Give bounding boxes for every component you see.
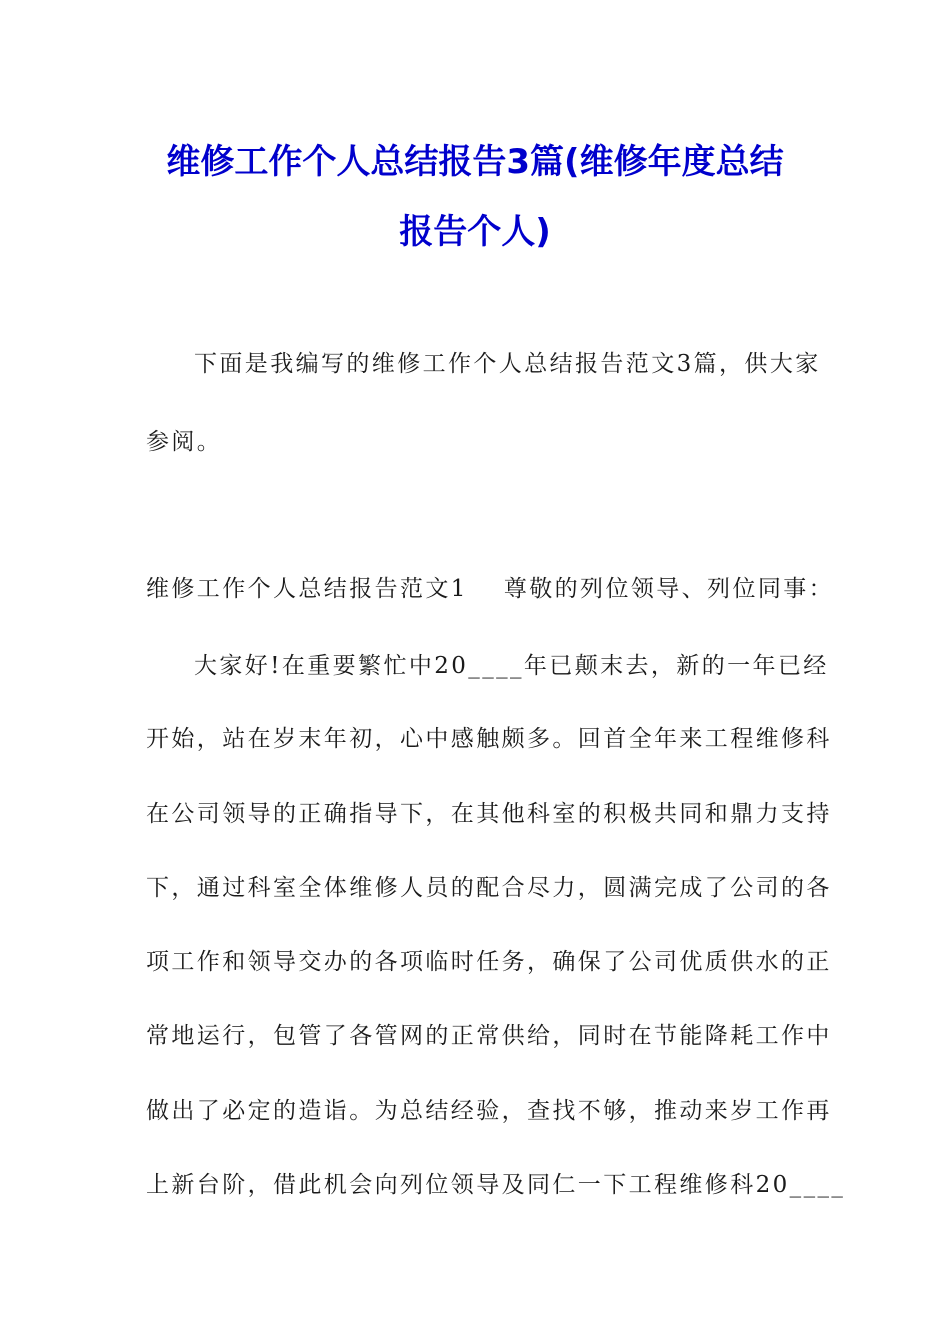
intro-paragraph-line-1: 下面是我编写的维修工作个人总结报告范文3篇，供大家 [194, 351, 821, 377]
body-line-4: 下，通过科室全体维修人员的配合尽力，圆满完成了公司的各 [146, 875, 832, 901]
body-line-1: 大家好!在重要繁忙中20____年已颠末去，新的一年已经 [194, 653, 829, 679]
body-line-2: 开始，站在岁末年初，心中感触颇多。回首全年来工程维修科 [146, 726, 832, 752]
body-line-8: 上新台阶，借此机会向列位领导及同仁一下工程维修科20____ [146, 1172, 846, 1198]
body-line-6: 常地运行，包管了各管网的正常供给，同时在节能降耗工作中 [146, 1023, 832, 1049]
section-heading-row [146, 570, 834, 603]
salutation: 尊敬的列位领导、列位同事： [503, 576, 835, 602]
document-title-line-1: 维修工作个人总结报告3篇(维修年度总结 [166, 142, 784, 182]
body-line-7: 做出了必定的造诣。为总结经验，查找不够，推动来岁工作再 [146, 1098, 832, 1124]
intro-paragraph-line-2: 参阅。 [146, 429, 223, 455]
document-title-line-2: 报告个人) [399, 212, 551, 252]
section-heading: 维修工作个人总结报告范文1 [146, 576, 468, 602]
body-line-5: 项工作和领导交办的各项临时任务，确保了公司优质供水的正 [146, 949, 832, 975]
body-line-3: 在公司领导的正确指导下，在其他科室的积极共同和鼎力支持 [146, 801, 832, 827]
